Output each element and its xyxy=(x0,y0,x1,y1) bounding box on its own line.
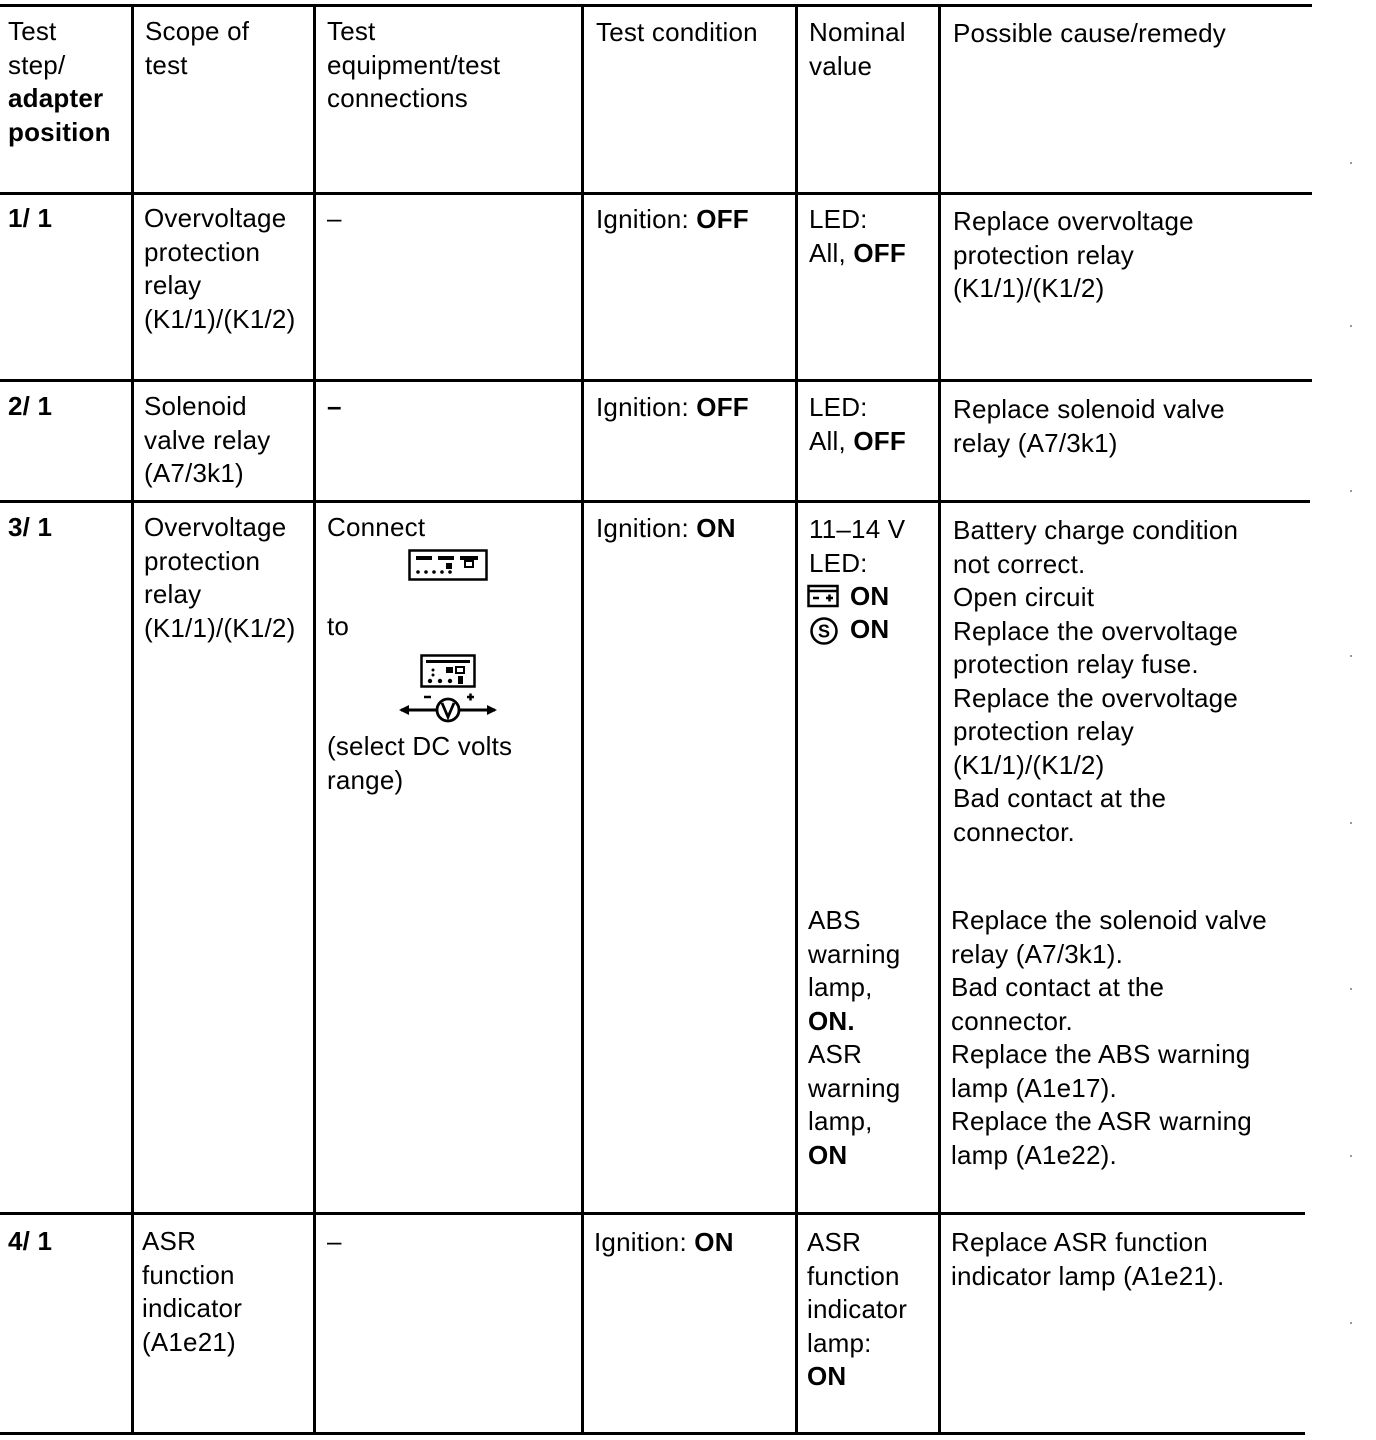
s-circle-icon xyxy=(809,616,839,646)
row1-equipment: – xyxy=(327,203,342,233)
row1-remedy: Replace overvoltage protection relay (K1/1)/(K1/2) xyxy=(953,206,1194,303)
row3-remedy-b: Replace the solenoid valve relay (A7/3k1). Bad contact at the connector. Replace the ABS warning lamp (A1e17). Replace the ASR warning lamp (A1e22). xyxy=(951,905,1267,1170)
row4-scope: ASR function indicator (A1e21) xyxy=(142,1226,243,1357)
header-remedy: Possible cause/remedy xyxy=(953,18,1226,48)
header-step: Test step/ adapter position xyxy=(8,16,111,147)
scan-speck xyxy=(1350,655,1352,657)
row3-equipment-to: to xyxy=(327,611,350,641)
rule-bottom xyxy=(0,1432,1305,1435)
row1-condition: Ignition: OFF xyxy=(596,204,749,234)
row2-nominal: LED: All, OFF xyxy=(809,392,906,456)
rule-row2-bottom xyxy=(0,500,1310,503)
header-equipment: Test equipment/test connections xyxy=(327,16,501,113)
rule-top xyxy=(0,4,1312,7)
voltmeter-probe-icon xyxy=(397,690,499,726)
header-condition: Test condition xyxy=(596,17,758,47)
col-rule-2 xyxy=(313,4,316,1435)
row3-step: 3/ 1 xyxy=(8,512,53,542)
scan-speck xyxy=(1350,1155,1352,1157)
col-rule-4 xyxy=(795,4,798,1435)
row2-remedy: Replace solenoid valve relay (A7/3k1) xyxy=(953,394,1225,458)
battery-led-state: ON xyxy=(850,581,890,611)
scan-speck xyxy=(1350,988,1352,990)
col-rule-3 xyxy=(581,4,584,1435)
scan-speck xyxy=(1350,162,1352,164)
row3-nominal-b: ABS warning lamp, ON. ASR warning lamp, ON xyxy=(808,905,901,1170)
rule-row1-bottom xyxy=(0,379,1312,382)
row4-remedy: Replace ASR function indicator lamp (A1e21). xyxy=(951,1227,1225,1291)
scan-speck xyxy=(1350,325,1352,327)
row3-equipment-connect: Connect xyxy=(327,512,426,542)
row3-nominal-a: 11–14 V LED: xyxy=(809,514,906,578)
header-scope: Scope of test xyxy=(145,16,250,80)
row3-equipment-note: (select DC volts range) xyxy=(327,731,513,795)
row2-scope: Solenoid valve relay (A7/3k1) xyxy=(144,391,271,488)
scan-speck xyxy=(1350,822,1352,824)
row3-remedy-a: Battery charge condition not correct. Open circuit Replace the overvoltage protection relay fuse. Replace the overvoltage protection relay (K1/1)/(K1/2) Bad contact at the connector. xyxy=(953,515,1239,847)
scan-speck xyxy=(1350,490,1352,492)
row1-step: 1/ 1 xyxy=(8,203,53,233)
row1-nominal: LED: All, OFF xyxy=(809,204,906,268)
row4-equipment: – xyxy=(327,1226,342,1256)
row4-step: 4/ 1 xyxy=(8,1226,53,1256)
row2-step: 2/ 1 xyxy=(8,391,53,421)
row1-scope: Overvoltage protection relay (K1/1)/(K1/2) xyxy=(144,203,296,334)
row3-condition: Ignition: ON xyxy=(596,513,736,543)
rule-row3-bottom xyxy=(0,1212,1305,1215)
tester-adapter-icon xyxy=(408,549,488,583)
battery-icon xyxy=(807,584,839,608)
rule-header-bottom xyxy=(0,192,1312,195)
row2-condition: Ignition: OFF xyxy=(596,392,749,422)
header-nominal: Nominal value xyxy=(809,17,906,81)
multimeter-icon xyxy=(420,654,476,688)
s-led-state: ON xyxy=(850,614,890,644)
col-rule-5 xyxy=(938,4,941,1435)
scan-speck xyxy=(1350,1322,1352,1324)
row2-equipment: – xyxy=(327,391,342,421)
svg-text:S: S xyxy=(817,621,831,642)
row3-scope: Overvoltage protection relay (K1/1)/(K1/2) xyxy=(144,512,296,643)
row4-condition: Ignition: ON xyxy=(594,1227,734,1257)
col-rule-1 xyxy=(131,4,134,1435)
row4-nominal: ASR function indicator lamp: ON xyxy=(807,1227,908,1391)
